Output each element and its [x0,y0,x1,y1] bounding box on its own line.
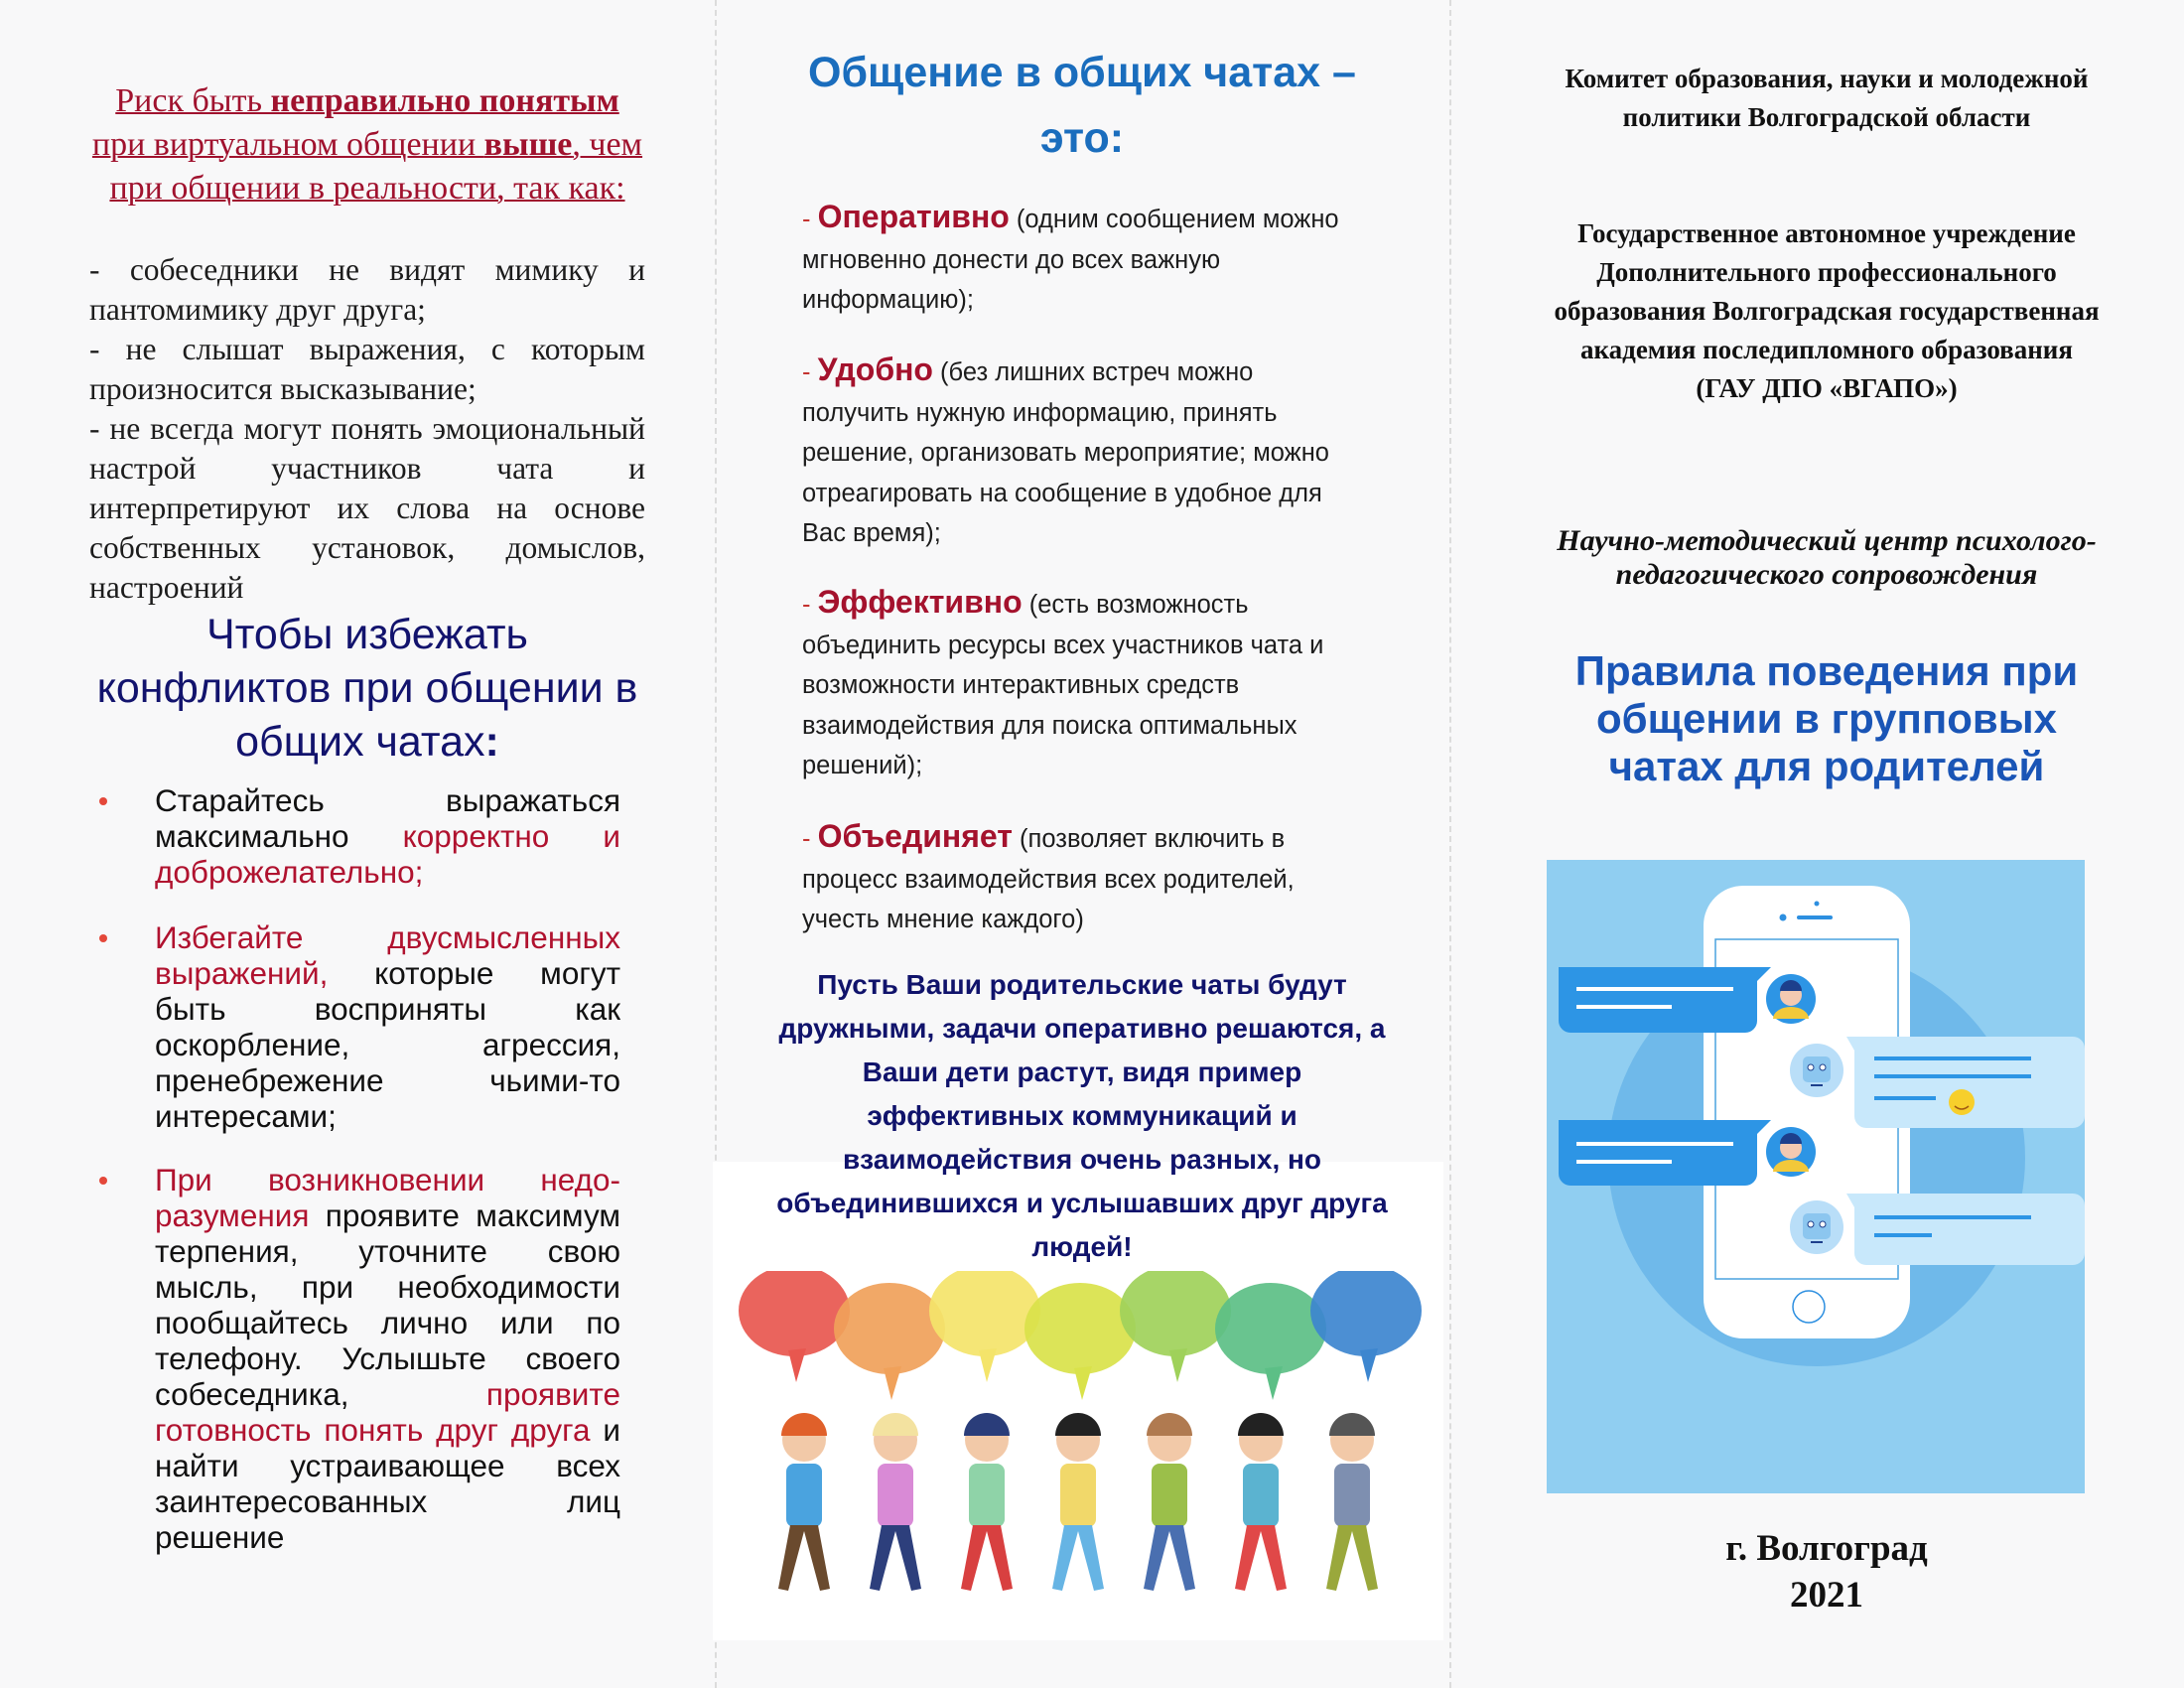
speech-bubble-icon [1310,1271,1422,1382]
benefit-item [802,582,1358,786]
benefit-description: (без лишних встреч можно получить нужную информацию, принять решение, организовать мероприятие; можно отреагировать на сообщение в удобное для Вас время); [802,358,1329,547]
kid-figure-icon [1052,1413,1104,1591]
speech-bubble-icon [1215,1283,1326,1400]
smiley-emoji-icon [1949,1089,1975,1115]
chat-benefits-title: Общение в общих чатах – это: [808,49,1356,162]
benefit-term: Удобно [817,352,933,387]
kid-figure-icon [961,1413,1013,1591]
kid-figure-icon [1144,1413,1195,1591]
rule-item [99,1162,620,1555]
avoid-heading-colon: : [484,718,499,766]
city-year [1588,1525,2065,1618]
rule-highlight: проявите готовность понять друг друга [155,1376,620,1448]
rule-highlight: Избегайте двусмысленных выражений, [155,919,620,991]
publication-year: 2021 [1790,1575,1863,1616]
benefit-description: (есть возможность объединить ресурсы всех участников чата и возможности интерактивных средств взаимодействия для поиска оптимальных решений); [802,591,1324,779]
risk-heading-emphasis: неправильно понятым [270,82,619,119]
kid-figure-icon [1235,1413,1287,1591]
rule-highlight: корректно и доброжелательно; [155,818,620,890]
phone-speaker-icon [1797,915,1833,919]
speech-bubble-icon [834,1283,945,1400]
avoid-heading-text: Чтобы избежать конфликтов при общении в общих чатах [96,611,638,766]
benefit-dash: - [802,358,818,386]
fold-divider-right [1449,0,1451,1688]
phone-chat-illustration [1547,860,2085,1493]
bot-chat-bubble-icon [1846,1194,2085,1265]
risk-heading-text: при виртуальном общении [91,126,484,163]
kids-speech-bubbles-illustration [735,1271,1430,1628]
risk-reason: - не слышат выражения, с которым произносится высказывание; [89,332,645,406]
risk-heading-emphasis: выше [483,126,573,163]
speech-bubble-icon [929,1271,1040,1382]
benefit-term: Оперативно [817,199,1010,234]
risk-reason: - собеседники не видят мимику и пантомимику друг друга; [89,252,645,327]
risk-reasons-list [89,250,645,608]
benefit-item [802,197,1358,321]
committee-name: Комитет образования, науки и молодежной политики Волгоградской области [1565,64,2089,132]
rule-text: которые могут быть восприняты как оскорбление, агрессия, пренебрежение чьими-то интересами; [155,955,620,1134]
kid-figure-icon [1326,1413,1378,1591]
brochure-title: Правила поведения при общении в групповых чатах для родителей [1574,647,2079,789]
kid-figure-icon [870,1413,921,1591]
rule-item [99,919,620,1134]
center-name: Научно-методический центр психолого-педагогического сопровождения [1557,524,2097,591]
benefit-dash: - [802,825,818,853]
city-name: г. Волгоград [1725,1528,1928,1569]
benefit-dash: - [802,206,818,233]
bullet-icon [99,797,107,805]
kid-figure-icon [778,1413,830,1591]
user-chat-bubble-icon [1559,967,1771,1033]
risk-reason: - не всегда могут понять эмоциональный настрой участников чата и интерпретируют их слова на основе собственных установок, домыслов, настроений [89,411,645,605]
phone-camera-icon [1780,914,1787,921]
speech-bubble-icon [1024,1283,1136,1400]
speech-bubble-icon [1120,1271,1231,1382]
user-chat-bubble-icon [1559,1120,1771,1186]
bullet-icon [99,934,107,942]
institution-name: Государственное автономное учреждение Дополнительного профессионального образования Волгоградская государственная академия последипломного образования (ГАУ ДПО «ВГАПО») [1554,218,2100,403]
kids-group [778,1413,1378,1591]
benefit-item [802,816,1358,940]
closing-message: Пусть Ваши родительские чаты будут дружными, задачи оперативно решаются, а Ваши дети растут, видя пример эффективных коммуникаций и взаимодействия очень разных, но объединившихся и услышавших друг друга людей! [776,969,1388,1262]
benefit-term: Объединяет [817,818,1013,854]
benefit-term: Эффективно [817,584,1023,620]
avoid-conflicts-heading [89,608,645,769]
benefit-item [802,350,1358,554]
benefit-description: (позволяет включить в процесс взаимодействия всех родителей, учесть мнение каждого) [802,825,1295,933]
rule-highlight: При возникновении недо-разумения [155,1162,620,1233]
speech-bubbles-group [739,1271,1422,1400]
rule-text: Старайтесь выражаться максимально [155,782,620,854]
rule-text: проявите максимум терпения, уточните свою мысль, при необходимости пообщайтесь лично или по телефону. Услышьте своего собеседника, [155,1197,620,1412]
benefit-description: (одним сообщением можно мгновенно донести до всех важную информацию); [802,206,1339,314]
bullet-icon [99,1177,107,1185]
risk-heading-text: , чем при общении в реальности, так как: [109,126,643,207]
risk-heading-text: Риск быть [115,82,271,119]
rule-text: и найти устраивающее всех заинтересованных лиц решение [155,1412,620,1555]
benefit-dash: - [802,591,818,619]
risk-heading [89,79,645,211]
rule-item [99,782,620,890]
speech-bubble-icon [739,1271,850,1382]
